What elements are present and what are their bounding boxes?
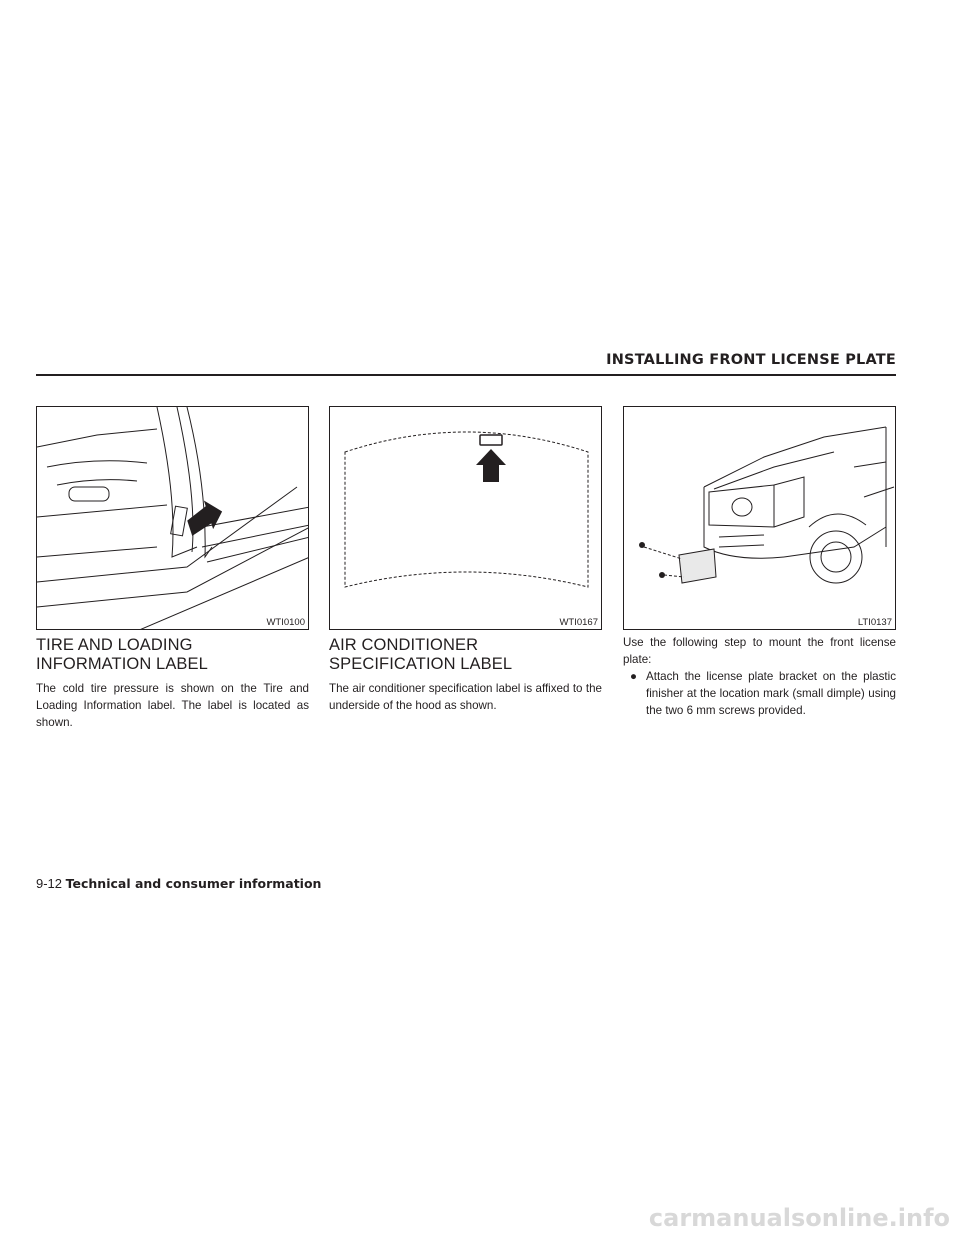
bullet-item bbox=[630, 668, 896, 719]
section-header: INSTALLING FRONT LICENSE PLATE bbox=[606, 352, 896, 368]
front-license-plate-bracket-illustration bbox=[624, 407, 896, 630]
license-plate-intro: Use the following step to mount the front license plate: bbox=[623, 636, 896, 666]
bullet-icon: ● bbox=[630, 670, 638, 683]
page-footer bbox=[36, 876, 321, 891]
figure-tire-label bbox=[36, 406, 309, 630]
tire-label-heading: TIRE AND LOADING INFORMATION LABEL bbox=[36, 636, 208, 673]
figure-code: WTI0100 bbox=[266, 617, 305, 628]
hood-underside-label-illustration bbox=[330, 407, 602, 630]
page-number: 9-12 bbox=[36, 876, 63, 891]
figure-license-plate bbox=[623, 406, 896, 630]
watermark: carmanualsonline.info bbox=[648, 1204, 950, 1232]
tire-label-body: The cold tire pressure is shown on the Tire and Loading Information label. The label is located as shown. bbox=[36, 682, 309, 729]
figure-code: WTI0167 bbox=[559, 617, 598, 628]
door-sill-tire-label-illustration bbox=[37, 407, 309, 630]
figure-ac-label bbox=[329, 406, 602, 630]
bullet-text: Attach the license plate bracket on the plastic finisher at the location mark (small dimple) using the two 6 mm screws provided. bbox=[646, 670, 896, 717]
chapter-title: Technical and consumer information bbox=[65, 876, 322, 891]
figure-code: LTI0137 bbox=[857, 617, 892, 628]
ac-label-body: The air conditioner specification label is affixed to the underside of the hood as shown. bbox=[329, 682, 602, 712]
header-rule bbox=[36, 374, 896, 376]
ac-label-heading: AIR CONDITIONER SPECIFICATION LABEL bbox=[329, 636, 513, 673]
